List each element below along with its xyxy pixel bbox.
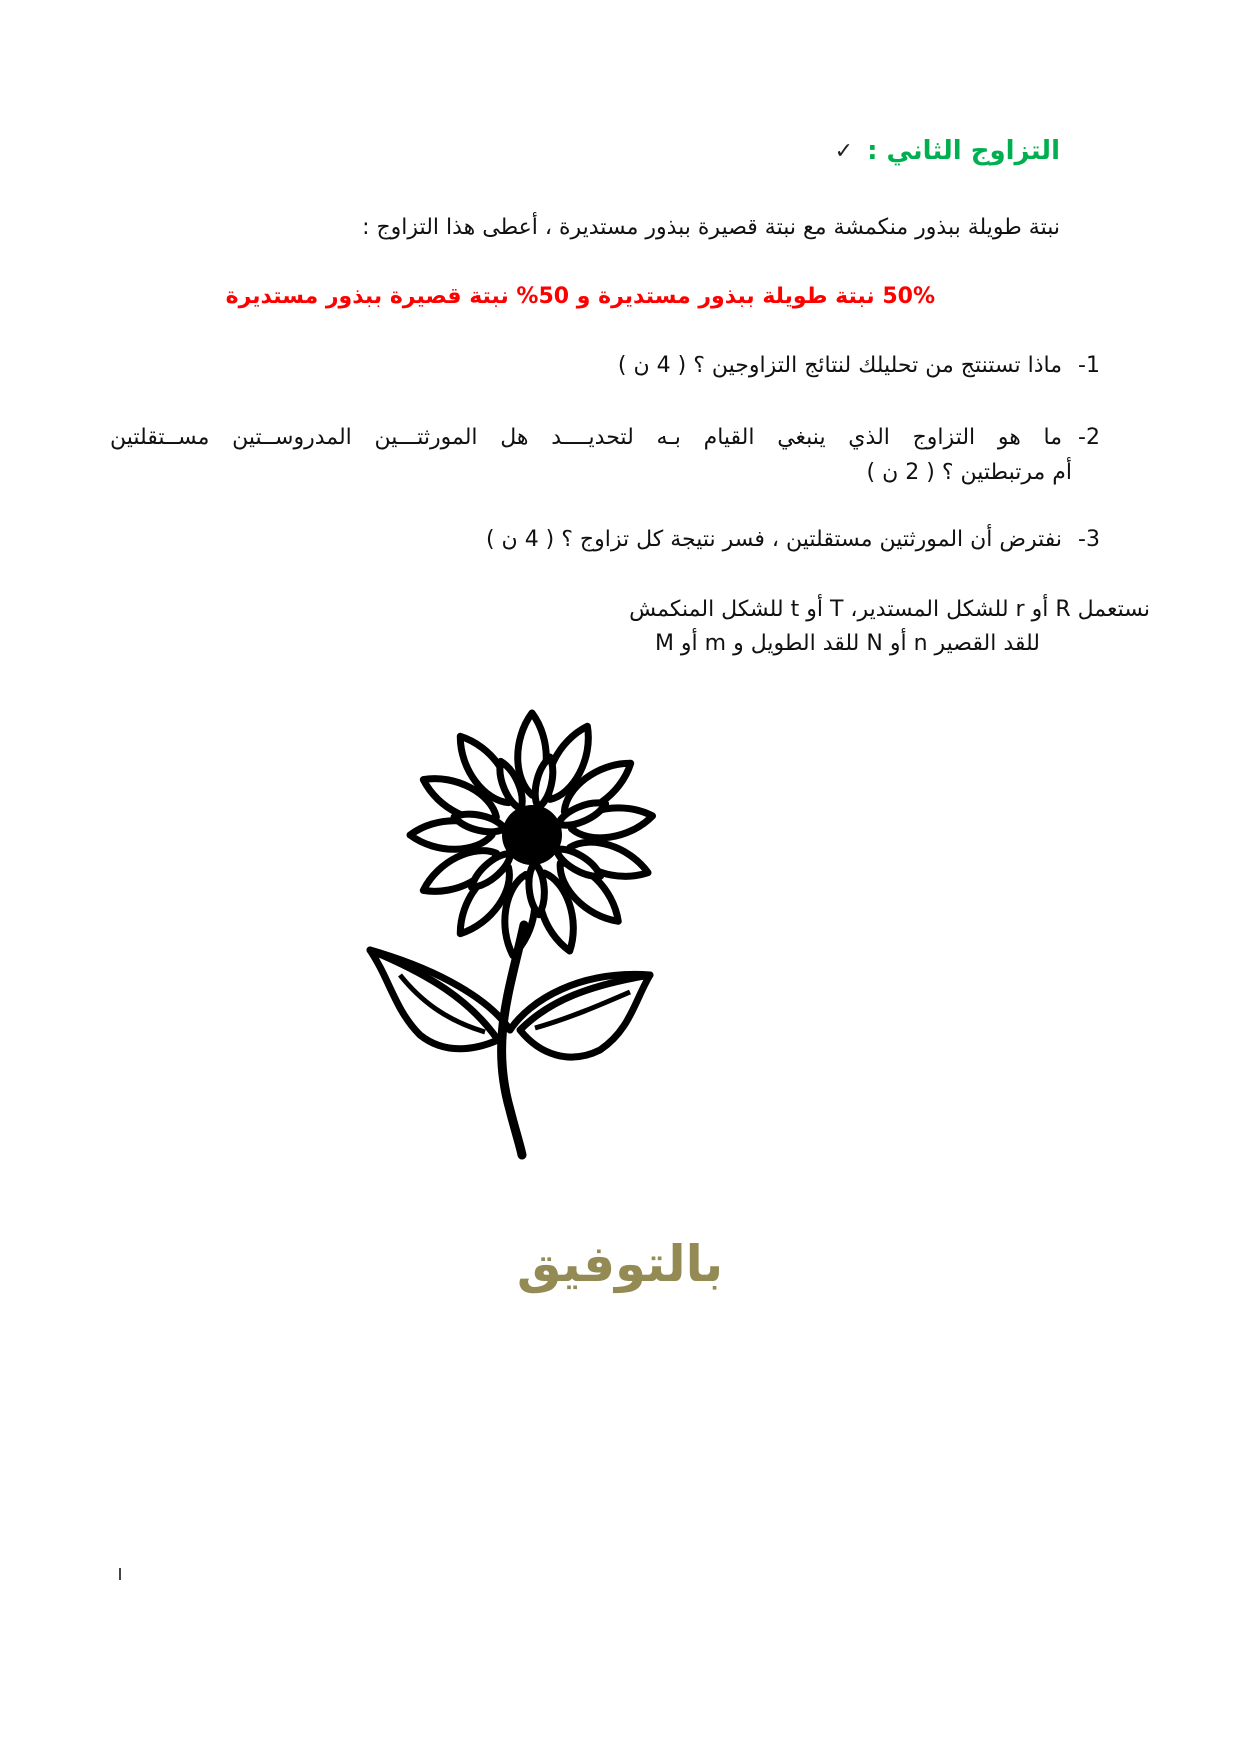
closing-greeting: بالتوفيق (516, 1235, 724, 1293)
notation-line-2: M أو m للقد الطويل و N أو n للقد القصير (654, 631, 1040, 656)
question-text: ما هو التزاوج الذي ينبغي القيام بـه لتحديــــد هل المورثتـــين المدروســتين مســتقلتين (110, 425, 1063, 450)
notation-line-1: نستعمل R أو r للشكل المستدير، T أو t للشكل المنكمش (629, 597, 1150, 622)
heading-title: التزاوج الثاني : (867, 136, 1060, 166)
flower-illustration (360, 700, 700, 1180)
intro-text: نبتة طويلة ببذور منكمشة مع نبتة قصيرة ببذور مستديرة ، أعطى هذا التزاوج : (362, 215, 1060, 240)
question-1 (618, 353, 1100, 378)
flower-center (502, 805, 562, 865)
question-number: 3- (1078, 527, 1100, 552)
question-number: 1- (1078, 353, 1100, 378)
question-text: ماذا تستنتج من تحليلك لنتائج التزاوجين ؟ ( 4 ن ) (617, 353, 1063, 378)
section-heading (835, 136, 1060, 166)
page-mark (119, 1568, 121, 1580)
question-text: نفترض أن المورثتين مستقلتين ، فسر نتيجة كل تزاوج ؟ ( 4 ن ) (485, 527, 1063, 552)
cross-result: 50% نبتة طويلة ببذور مستديرة و 50% نبتة قصيرة ببذور مستديرة (225, 284, 935, 309)
check-icon: ✓ (834, 138, 854, 164)
question-2 (110, 425, 1100, 450)
question-number: 2- (1078, 425, 1100, 450)
question-2-continuation: أم مرتبطتين ؟ ( 2 ن ) (866, 460, 1072, 485)
question-3 (486, 527, 1100, 552)
